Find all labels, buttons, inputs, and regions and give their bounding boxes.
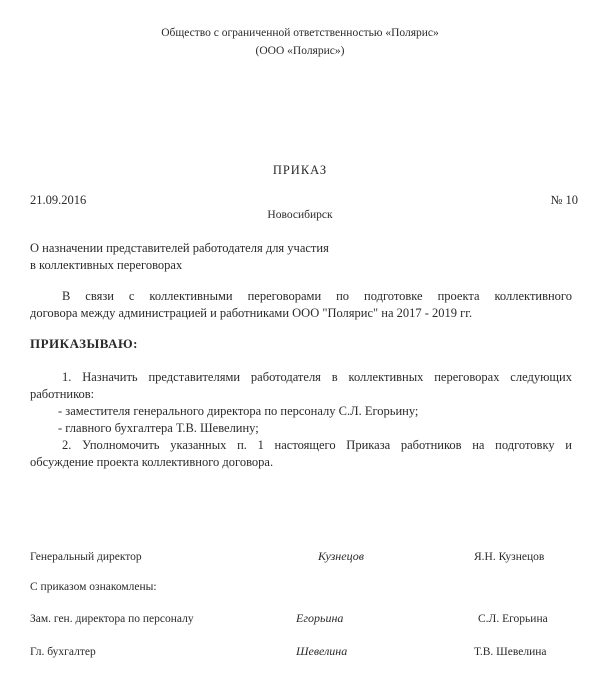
item1-sub2: - главного бухгалтера Т.В. Шевелину;: [58, 421, 259, 435]
doc-date: 21.09.2016: [30, 193, 87, 207]
director-name: Я.Н. Кузнецов: [474, 551, 545, 563]
item1-line2: работников:: [30, 387, 95, 401]
ack-label: С приказом ознакомлены:: [30, 581, 157, 593]
item2-line2: обсуждение проекта коллективного договора.: [30, 455, 274, 469]
doc-title: ПРИКАЗ: [272, 163, 328, 177]
item1-sub1: - заместителя генерального директора по персоналу С.Л. Егорьину;: [58, 404, 419, 418]
ack-row-signature: Егорьина: [296, 611, 344, 625]
director-signature: Кузнецов: [318, 549, 364, 563]
para1-line2: договора между администрацией и работниками ООО "Полярис" на 2017 - 2019 гг.: [30, 306, 473, 320]
ack-row-title: Гл. бухгалтер: [30, 646, 96, 658]
ack-row-title: Зам. ген. директора по персоналу: [30, 613, 194, 625]
doc-city: Новосибирск: [267, 209, 333, 221]
ack-row-name: С.Л. Егорьина: [478, 613, 548, 625]
doc-number: № 10: [550, 193, 578, 207]
doc-subject-line2: в коллективных переговорах: [30, 258, 183, 272]
order-word: ПРИКАЗЫВАЮ:: [30, 336, 138, 351]
ack-row-name: Т.В. Шевелина: [474, 646, 547, 658]
doc-subject-line1: О назначении представителей работодателя для участия: [30, 241, 329, 255]
org-full-name: Общество с ограниченной ответственностью «Полярис»: [161, 27, 439, 39]
ack-row-signature: Шевелина: [296, 644, 348, 658]
org-short-name: (ООО «Полярис»): [255, 45, 345, 57]
item2-line1: 2. Уполномочить указанных п. 1 настоящего Приказа работников на подготовку и: [62, 438, 572, 452]
director-title: Генеральный директор: [30, 551, 142, 563]
item1-line1: 1. Назначить представителями работодателя в коллективных переговорах следующих: [62, 370, 572, 384]
para1-line1: В связи с коллективными переговорами по подготовке проекта коллективного: [62, 289, 572, 303]
